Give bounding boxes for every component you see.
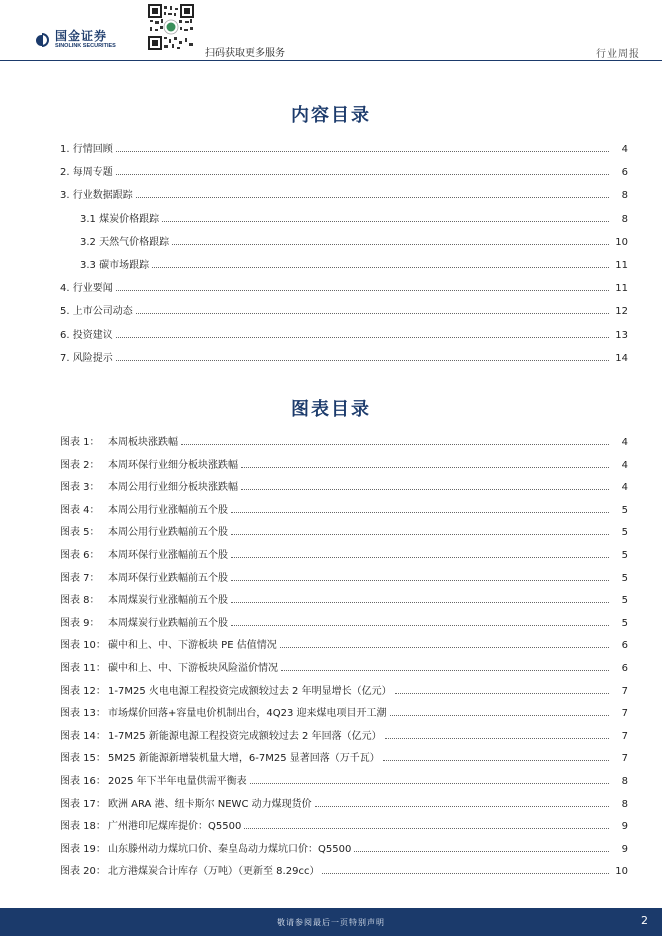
report-type-label: 行业周报 [596,49,640,60]
toc-entry-page: 14 [615,352,628,364]
toc-leader-dots [162,220,609,222]
figure-entry[interactable] [60,796,628,810]
figure-leader-dots [385,737,609,739]
figure-entry-number: 图表 19： [60,843,106,855]
contents-title: 内容目录 [291,105,371,126]
figure-entry-page: 5 [621,504,628,516]
page-header [0,0,662,62]
figure-leader-dots [241,488,609,490]
figure-entry[interactable] [60,773,628,787]
figure-entry-page: 9 [621,821,628,833]
figure-entry-page: 4 [621,437,628,448]
figure-entry-title: 本周煤炭行业涨幅前五个股 [108,595,228,607]
figure-entry[interactable] [60,457,628,471]
toc-entry-page: 8 [621,190,628,202]
toc-entry-page: 12 [615,306,628,318]
figure-leader-dots [231,533,609,535]
figure-leader-dots [322,872,609,874]
figure-entry-title: 本周环保行业涨幅前五个股 [108,550,228,561]
toc-entry[interactable] [60,141,628,155]
figure-entry-title: 市场煤价回落+容量电价机制出台，4Q23 迎来煤电项目开工潮 [108,708,387,720]
figure-entry-page: 4 [621,459,628,471]
figure-entry[interactable] [60,479,628,493]
figure-entry[interactable] [60,750,628,764]
figure-leader-dots [181,443,609,445]
figure-entry-number: 图表 4： [60,504,100,516]
figure-entry-title: 2025 年下半年电量供需平衡表 [108,776,247,787]
figure-entry-page: 5 [621,595,628,607]
figure-entry[interactable] [60,841,628,855]
figure-entry[interactable] [60,570,628,584]
figure-entry-page: 5 [621,550,628,561]
toc-leader-dots [136,312,609,314]
figure-entry-title: 1-7M25 火电电源工程投资完成额较过去 2 年明显增长（亿元） [108,685,392,697]
figure-entry[interactable] [60,660,628,674]
figure-entry-title: 5M25 新能源新增装机量大增，6-7M25 显著回落（万千瓦） [108,753,380,765]
figure-entry-title: 碳中和上、中、下游板块风险溢价情况 [108,663,278,674]
figure-entry[interactable] [60,615,628,629]
figure-entry-title: 本周煤炭行业跌幅前五个股 [108,617,228,629]
toc-entry-page: 4 [621,144,628,155]
figure-entry[interactable] [60,502,628,516]
figure-entry[interactable] [60,592,628,606]
toc-entry-label: 5. 上市公司动态 [60,306,133,318]
page-footer [0,908,662,936]
toc-entry[interactable] [80,234,628,248]
logo-mark-icon [36,33,50,47]
toc-entry[interactable] [60,327,628,341]
toc-entry-label: 3. 行业数据跟踪 [60,190,133,202]
figure-entry-number: 图表 6： [60,550,100,561]
figure-entry[interactable] [60,683,628,697]
figure-entry-page: 9 [621,843,628,855]
figure-entry-number: 图表 11： [60,663,106,674]
figure-leader-dots [231,601,609,603]
figure-entry-page: 5 [621,572,628,584]
figure-entry-title: 本周公用行业涨幅前五个股 [108,504,228,516]
figure-entry-number: 图表 1： [60,437,100,448]
toc-leader-dots [116,173,609,175]
toc-entry-page: 13 [615,329,628,341]
figure-entry-title: 北方港煤炭合计库存（万吨）（更新至 8.29cc） [108,866,320,878]
toc-entry-page: 11 [615,260,628,271]
figure-entry-page: 5 [621,527,628,539]
figure-entry-title: 本周环保行业跌幅前五个股 [108,572,228,584]
figure-entry-number: 图表 8： [60,595,100,607]
toc-entry-label: 3.1 煤炭价格跟踪 [80,213,160,225]
toc-entry[interactable] [60,303,628,317]
figure-entry-page: 8 [621,798,628,810]
figure-leader-dots [315,805,609,807]
toc-leader-dots [116,289,609,291]
figure-leader-dots [244,827,609,829]
figure-entry-number: 图表 17： [60,798,106,810]
toc-leader-dots [116,359,609,361]
figures-title: 图表目录 [291,399,371,420]
figure-entry[interactable] [60,434,628,448]
figure-entry-title: 本周公用行业跌幅前五个股 [108,527,228,539]
figure-entry-title: 本周环保行业细分板块涨跌幅 [108,459,238,471]
logo-name-en: SINOLINK SECURITIES [55,43,116,49]
figure-entry[interactable] [60,524,628,538]
toc-leader-dots [136,196,609,198]
toc-entry-page: 10 [615,236,628,248]
figure-leader-dots [383,759,609,761]
figure-entry-page: 7 [621,753,628,765]
figure-entry-page: 6 [621,663,628,674]
figure-entry-number: 图表 12： [60,685,106,697]
toc-entry-label: 1. 行情回顾 [60,144,113,155]
toc-entry[interactable] [60,350,628,364]
logo-name-cn: 国金证券 [55,29,108,43]
figure-entry-number: 图表 10： [60,640,106,652]
qr-code-icon[interactable] [147,3,195,51]
figure-entry-number: 图表 13： [60,708,106,720]
figure-entry[interactable] [60,637,628,651]
toc-entry-label: 7. 风险提示 [60,352,113,364]
figure-leader-dots [354,850,609,852]
figure-entry-number: 图表 15： [60,753,106,765]
figure-entry-number: 图表 3： [60,482,100,494]
figure-entry-title: 欧洲 ARA 港、纽卡斯尔 NEWC 动力煤现货价 [108,798,312,810]
footer-disclaimer: 敬请参阅最后一页特别声明 [277,918,385,927]
toc-entry-page: 6 [621,167,628,179]
figure-entry-number: 图表 9： [60,617,100,629]
figure-entry-number: 图表 7： [60,572,100,584]
figure-entry-title: 广州港印尼煤库提价：Q5500 [108,821,242,833]
figure-leader-dots [241,466,609,468]
company-logo [36,30,116,50]
header-divider [0,60,662,61]
scan-prompt: 扫码获取更多服务 [205,48,285,59]
figure-leader-dots [390,714,609,716]
toc-leader-dots [172,243,609,245]
figure-leader-dots [281,669,609,671]
toc-entry[interactable] [80,211,628,225]
figure-entry-page: 8 [621,776,628,787]
figure-entry[interactable] [60,818,628,832]
toc-entry-label: 3.3 碳市场跟踪 [80,260,150,271]
figure-entry-page: 10 [615,866,628,878]
toc-leader-dots [116,336,609,338]
toc-entry-page: 8 [621,213,628,225]
toc-leader-dots [152,266,609,268]
figure-entry-number: 图表 16： [60,776,106,787]
toc-leader-dots [116,150,609,152]
figure-entry-title: 碳中和上、中、下游板块 PE 估值情况 [108,640,277,652]
toc-entry-label: 2. 每周专题 [60,167,113,179]
figure-leader-dots [231,624,609,626]
figure-entry-page: 7 [621,708,628,720]
figure-entry-number: 图表 14： [60,730,106,742]
figure-leader-dots [250,782,609,784]
toc-entry[interactable] [80,257,628,271]
page-number: 2 [641,914,648,927]
figure-entry[interactable] [60,547,628,561]
figure-leader-dots [395,692,609,694]
figure-entry-page: 7 [621,685,628,697]
figure-leader-dots [280,646,609,648]
toc-entry[interactable] [60,164,628,178]
toc-entry-label: 4. 行业要闻 [60,283,113,295]
toc-entry-page: 11 [615,283,628,295]
toc-entry-label: 3.2 天然气价格跟踪 [80,236,170,248]
figure-leader-dots [231,511,609,513]
figure-entry[interactable] [60,705,628,719]
toc-entry[interactable] [60,187,628,201]
figure-entry-number: 图表 2： [60,459,100,471]
figure-entry-page: 5 [621,617,628,629]
toc-entry[interactable] [60,280,628,294]
figure-entry-page: 6 [621,640,628,652]
figure-entry-number: 图表 18： [60,821,106,833]
figure-leader-dots [231,556,609,558]
figure-entry-number: 图表 20： [60,866,106,878]
figure-entry[interactable] [60,728,628,742]
figure-entry-title: 1-7M25 新能源电源工程投资完成额较过去 2 年回落（亿元） [108,730,382,742]
figure-entry[interactable] [60,863,628,877]
figure-leader-dots [231,579,609,581]
toc-entry-label: 6. 投资建议 [60,329,113,341]
figure-entry-title: 山东滕州动力煤坑口价、秦皇岛动力煤坑口价：Q5500 [108,843,352,855]
figure-entry-title: 本周公用行业细分板块涨跌幅 [108,482,238,494]
figure-entry-page: 4 [621,482,628,494]
figure-entry-page: 7 [621,730,628,742]
figure-entry-number: 图表 5： [60,527,100,539]
figure-entry-title: 本周板块涨跌幅 [108,437,178,448]
